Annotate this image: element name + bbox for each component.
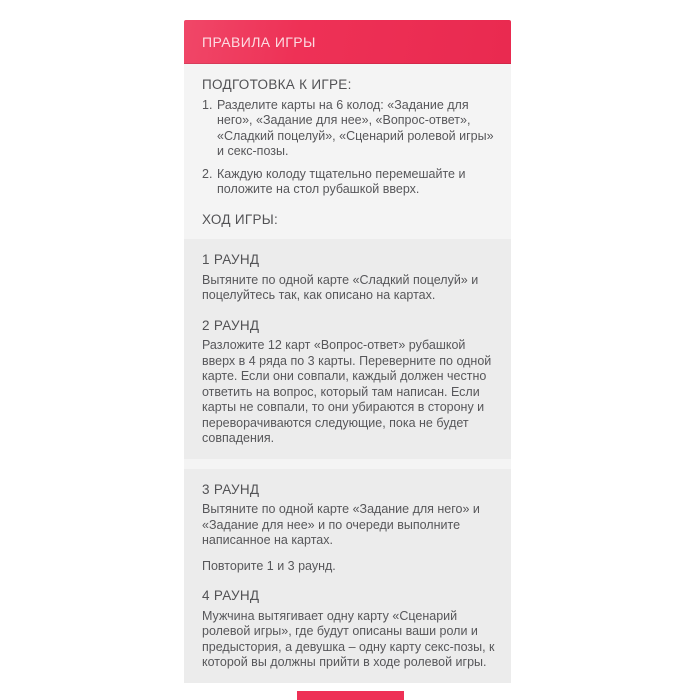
list-item-text: Каждую колоду тщательно перемешайте и положите на стол рубашкой вверх. bbox=[217, 166, 466, 196]
list-item-number: 1. bbox=[202, 97, 213, 112]
rules-body bbox=[184, 64, 511, 683]
list-item-text: Разделите карты на 6 колод: «Задание для него», «Задание для нее», «Вопрос-ответ», «Сладкий поцелуй», «Сценарий ролевой игры» и секс-позы. bbox=[217, 97, 494, 158]
rules-card bbox=[184, 20, 511, 683]
gameplay-heading: ХОД ИГРЫ: bbox=[202, 211, 279, 227]
round-1-title: 1 РАУНД bbox=[202, 252, 260, 267]
list-item bbox=[202, 167, 498, 198]
round-3-text: Вытяните по одной карте «Задание для него» и «Задание для нее» и по очереди выполните написанное на картах. bbox=[202, 502, 480, 547]
round-3-repeat-note: Повторите 1 и 3 раунд. bbox=[202, 558, 336, 573]
list-item-number: 2. bbox=[202, 166, 213, 181]
rounds-section-3-4 bbox=[184, 469, 511, 683]
list-item bbox=[202, 98, 498, 160]
preparation-heading: ПОДГОТОВКА К ИГРЕ: bbox=[202, 77, 352, 92]
round-4-text: Мужчина вытягивает одну карту «Сценарий ролевой игры», где будут описаны ваши роли и предыстория, а девушка – одну карту секс-позы, к которой вы должны прийти в ходе ролевой игры. bbox=[202, 608, 495, 669]
rules-title-bar bbox=[184, 20, 511, 64]
rounds-section-1-2 bbox=[184, 239, 511, 459]
page-title: ПРАВИЛА ИГРЫ bbox=[202, 33, 316, 50]
next-card-header-edge bbox=[297, 691, 404, 700]
round-4-title: 4 РАУНД bbox=[202, 588, 260, 603]
round-2-title: 2 РАУНД bbox=[202, 317, 260, 333]
round-3-title: 3 РАУНД bbox=[202, 481, 260, 497]
round-2-text: Разложите 12 карт «Вопрос-ответ» рубашкой вверх в 4 ряда по 3 карты. Переверните по одной карте. Если они совпали, каждый должен честно ответить на вопрос, который там написан. Если карты не совпали, то они убираются в сторону и переворачиваются следующие, пока не будет совпадения. bbox=[202, 338, 492, 445]
preparation-section bbox=[184, 64, 511, 239]
round-1-text: Вытяните по одной карте «Сладкий поцелуй» и поцелуйтесь так, как описано на картах. bbox=[202, 272, 479, 302]
